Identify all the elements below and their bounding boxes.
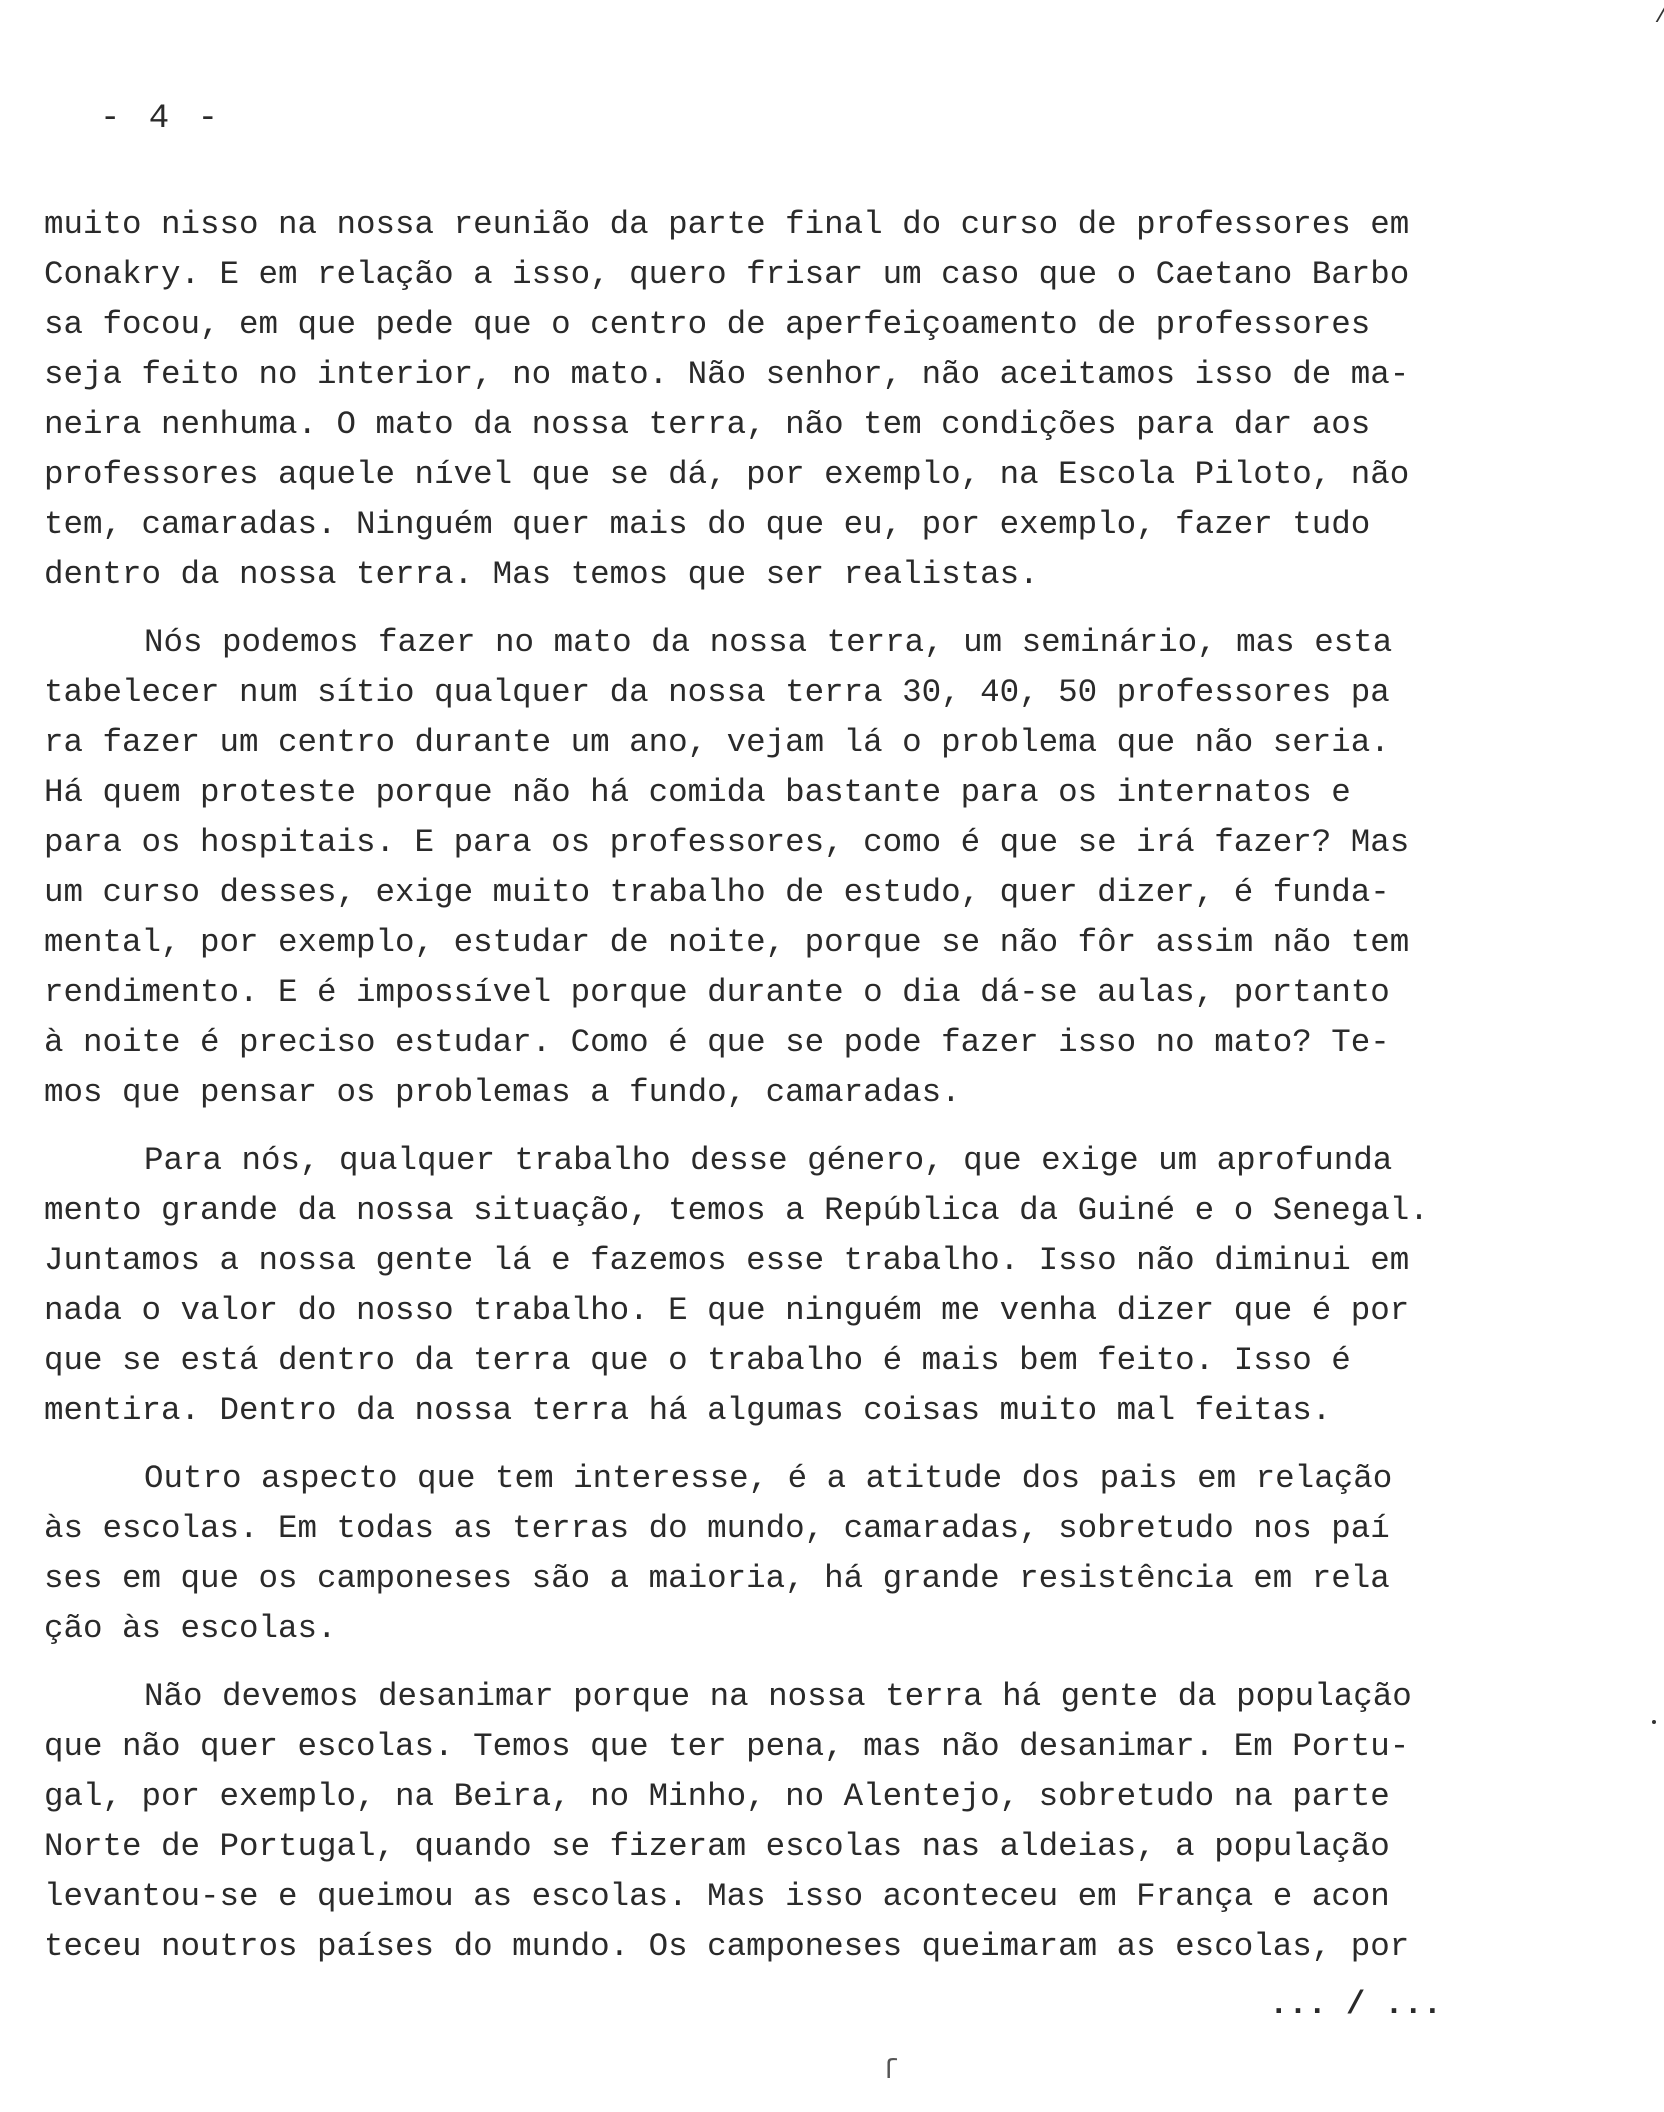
text-line: seja feito no interior, no mato. Não senhor, não aceitamos isso de ma-: [44, 356, 1410, 393]
text-line: à noite é preciso estudar. Como é que se pode fazer isso no mato? Te-: [44, 1024, 1390, 1061]
text-line: tem, camaradas. Ninguém quer mais do que eu, por exemplo, fazer tudo: [44, 506, 1371, 543]
paragraph-4: [44, 1454, 1484, 1654]
text-line: mos que pensar os problemas a fundo, camaradas.: [44, 1074, 961, 1111]
scan-corner-mark: [1638, 0, 1664, 22]
text-line: ção às escolas.: [44, 1610, 337, 1647]
paragraph-2: [44, 618, 1484, 1118]
text-line: teceu noutros países do mundo. Os camponeses queimaram as escolas, por: [44, 1928, 1410, 1965]
text-line: Norte de Portugal, quando se fizeram escolas nas aldeias, a população: [44, 1828, 1390, 1865]
text-line: às escolas. Em todas as terras do mundo, camaradas, sobretudo nos paí: [44, 1510, 1390, 1547]
text-line: mentira. Dentro da nossa terra há algumas coisas muito mal feitas.: [44, 1392, 1332, 1429]
text-line: Há quem proteste porque não há comida bastante para os internatos e: [44, 774, 1351, 811]
paragraph-5: [44, 1672, 1484, 1972]
text-line: que se está dentro da terra que o trabalho é mais bem feito. Isso é: [44, 1342, 1351, 1379]
text-line: dentro da nossa terra. Mas temos que ser realistas.: [44, 556, 1039, 593]
text-line: Para nós, qualquer trabalho desse género, que exige um aprofunda: [144, 1142, 1393, 1179]
text-line: muito nisso na nossa reunião da parte final do curso de professores em: [44, 206, 1410, 243]
paragraph-1: [44, 200, 1484, 600]
text-line: nada o valor do nosso trabalho. E que ninguém me venha dizer que é por: [44, 1292, 1410, 1329]
text-line: Outro aspecto que tem interesse, é a atitude dos pais em relação: [144, 1460, 1393, 1497]
text-line: sa focou, em que pede que o centro de aperfeiçoamento de professores: [44, 306, 1371, 343]
text-line: Não devemos desanimar porque na nossa terra há gente da população: [144, 1678, 1412, 1715]
text-line: Conakry. E em relação a isso, quero frisar um caso que o Caetano Barbo: [44, 256, 1410, 293]
text-line: ses em que os camponeses são a maioria, há grande resistência em rela: [44, 1560, 1390, 1597]
continuation-marker: ... / ...: [1269, 1986, 1442, 2023]
text-line: para os hospitais. E para os professores, como é que se irá fazer? Mas: [44, 824, 1410, 861]
text-line: mental, por exemplo, estudar de noite, porque se não fôr assim não tem: [44, 924, 1410, 961]
text-line: rendimento. E é impossível porque durante o dia dá-se aulas, portanto: [44, 974, 1390, 1011]
page-number: - 4 -: [100, 100, 223, 138]
text-line: Nós podemos fazer no mato da nossa terra, um seminário, mas esta: [144, 624, 1393, 661]
text-line: um curso desses, exige muito trabalho de estudo, quer dizer, é funda-: [44, 874, 1390, 911]
footer-mark: ſ: [882, 2056, 899, 2087]
text-line: levantou-se e queimou as escolas. Mas isso aconteceu em França e acon: [44, 1878, 1390, 1915]
text-line: neira nenhuma. O mato da nossa terra, não tem condições para dar aos: [44, 406, 1371, 443]
text-line: mento grande da nossa situação, temos a República da Guiné e o Senegal.: [44, 1192, 1429, 1229]
text-line: professores aquele nível que se dá, por exemplo, na Escola Piloto, não: [44, 456, 1410, 493]
text-line: que não quer escolas. Temos que ter pena, mas não desanimar. Em Portu-: [44, 1728, 1410, 1765]
text-line: tabelecer num sítio qualquer da nossa terra 30, 40, 50 professores pa: [44, 674, 1390, 711]
text-line: Juntamos a nossa gente lá e fazemos esse trabalho. Isso não diminui em: [44, 1242, 1410, 1279]
text-line: gal, por exemplo, na Beira, no Minho, no Alentejo, sobretudo na parte: [44, 1778, 1390, 1815]
paragraph-3: [44, 1136, 1484, 1436]
scan-speck: [1652, 1720, 1656, 1724]
text-line: ra fazer um centro durante um ano, vejam lá o problema que não seria.: [44, 724, 1390, 761]
document-body: [44, 200, 1484, 1972]
